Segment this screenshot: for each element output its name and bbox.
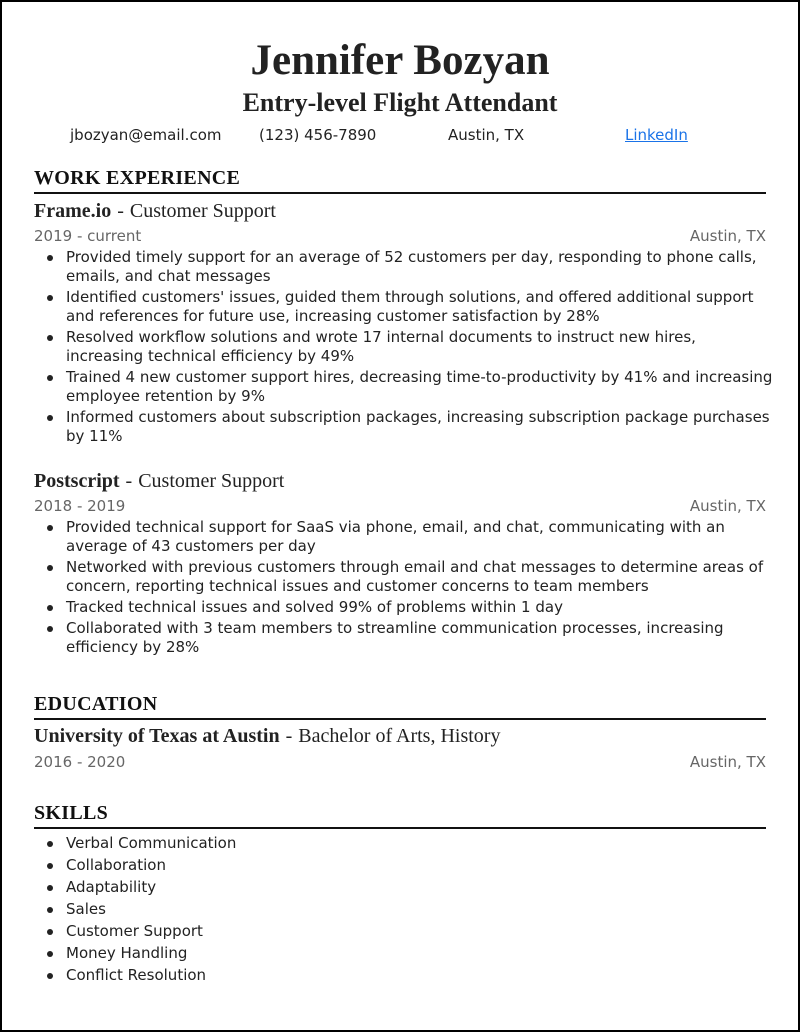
- skill-item: Conflict Resolution: [34, 966, 774, 985]
- list-item: Informed customers about subscription packages, increasing subscription package purchases by 11%: [34, 408, 774, 446]
- job-title-line: [34, 469, 766, 493]
- skill-item: Verbal Communication: [34, 834, 774, 853]
- company-name: Frame.io: [34, 200, 112, 222]
- list-item: Provided technical support for SaaS via phone, email, and chat, communicating with an average of 43 customers per day: [34, 518, 774, 556]
- skill-item: Money Handling: [34, 944, 774, 963]
- list-item: Trained 4 new customer support hires, decreasing time-to-productivity by 41% and increasing employee retention by 9%: [34, 368, 774, 406]
- list-item: Identified customers' issues, guided them through solutions, and offered additional support and references for future use, increasing customer satisfaction by 28%: [34, 288, 774, 326]
- skills-heading: SKILLS: [34, 801, 766, 829]
- job-bullets: [34, 248, 774, 448]
- contact-email: jbozyan@email.com: [70, 126, 222, 144]
- role-name: Customer Support: [138, 470, 285, 492]
- title-separator: -: [117, 200, 124, 222]
- job-title-line: [34, 199, 766, 223]
- work-experience-heading: WORK EXPERIENCE: [34, 166, 766, 194]
- list-item: Tracked technical issues and solved 99% of problems within 1 day: [34, 598, 774, 617]
- education-line: [34, 724, 766, 748]
- education-heading: EDUCATION: [34, 692, 766, 720]
- education-meta: [34, 752, 766, 772]
- job-dates: 2018 - 2019: [34, 497, 126, 515]
- job-meta: [34, 496, 766, 516]
- job-location: Austin, TX: [689, 227, 766, 245]
- skill-item: Sales: [34, 900, 774, 919]
- school-name: University of Texas at Austin: [34, 725, 280, 747]
- candidate-name: Jennifer Bozyan: [250, 37, 550, 84]
- job-location: Austin, TX: [689, 497, 766, 515]
- job-bullets: [34, 518, 774, 659]
- contact-location: Austin, TX: [448, 126, 525, 144]
- contact-phone: (123) 456-7890: [259, 126, 377, 144]
- list-item: Provided timely support for an average of 52 customers per day, responding to phone calls, emails, and chat messages: [34, 248, 774, 286]
- skill-item: Customer Support: [34, 922, 774, 941]
- role-name: Customer Support: [129, 200, 276, 222]
- education-dates: 2016 - 2020: [34, 753, 126, 771]
- job-dates: 2019 - current: [34, 227, 142, 245]
- degree-name: Bachelor of Arts, History: [298, 725, 501, 747]
- skill-item: Collaboration: [34, 856, 774, 875]
- linkedin-link[interactable]: LinkedIn: [625, 126, 688, 144]
- job-title: Entry-level Flight Attendant: [242, 88, 558, 117]
- skills-list: [34, 834, 774, 988]
- education-location: Austin, TX: [689, 753, 766, 771]
- title-separator: -: [285, 725, 293, 747]
- list-item: Resolved workflow solutions and wrote 17 internal documents to instruct new hires, increasing technical efficiency by 49%: [34, 328, 774, 366]
- list-item: Collaborated with 3 team members to streamline communication processes, increasing efficiency by 28%: [34, 619, 774, 657]
- list-item: Networked with previous customers through email and chat messages to determine areas of concern, reporting technical issues and customer concerns to team members: [34, 558, 774, 596]
- job-meta: [34, 226, 766, 246]
- company-name: Postscript: [34, 470, 120, 492]
- title-separator: -: [125, 470, 133, 492]
- contact-row: [2, 126, 798, 148]
- skill-item: Adaptability: [34, 878, 774, 897]
